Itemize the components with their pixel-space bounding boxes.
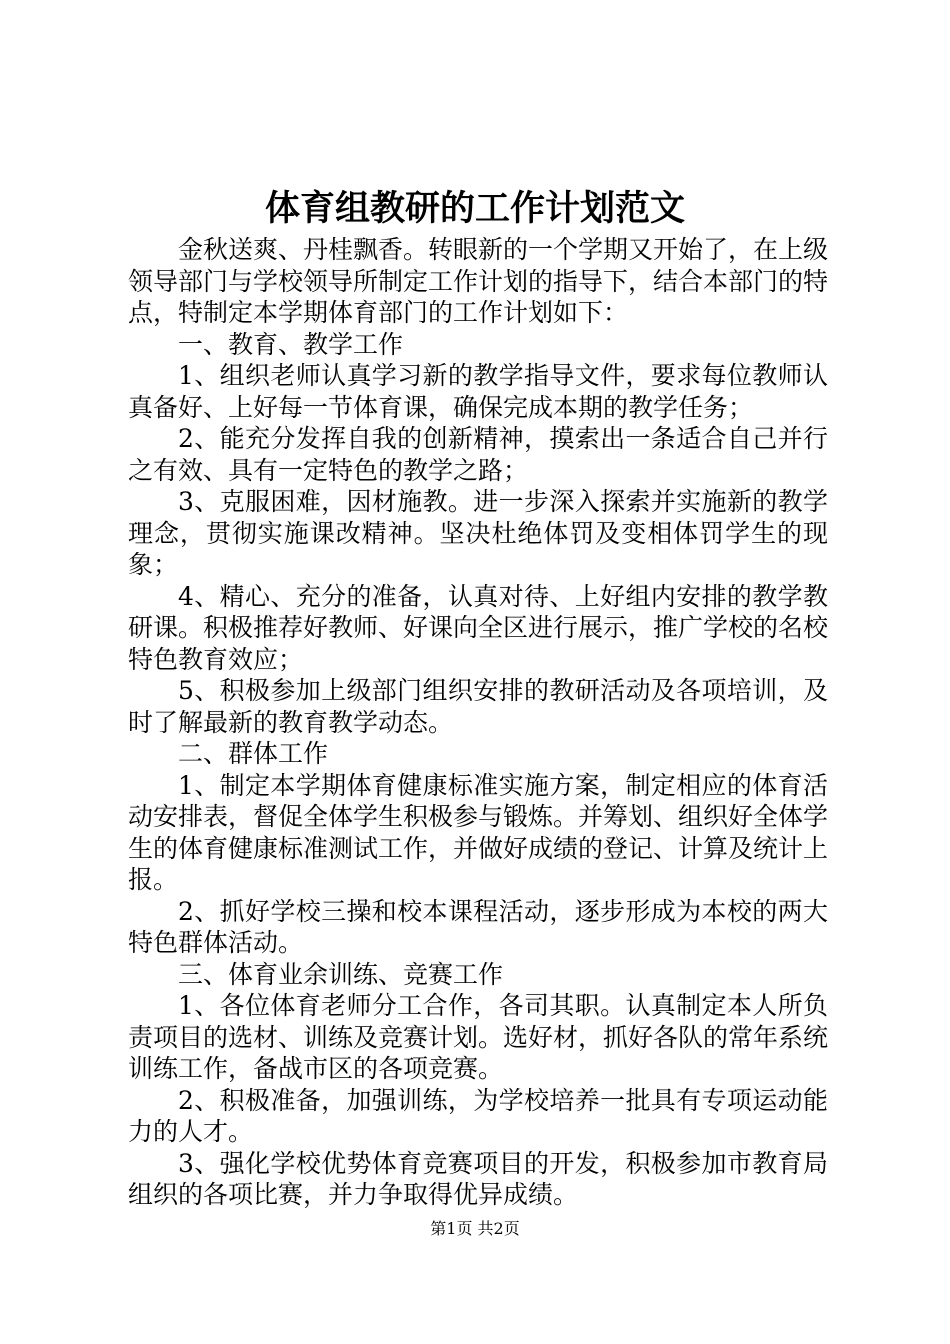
document-body	[128, 234, 828, 1211]
document-title: 体育组教研的工作计划范文	[264, 188, 685, 229]
paragraph: 5、积极参加上级部门组织安排的教研活动及各项培训，及时了解最新的教育教学动态。	[128, 676, 828, 737]
paragraph: 3、克服困难，因材施教。进一步深入探索并实施新的教学理念，贯彻实施课改精神。坚决杜绝体罚及变相体罚学生的现象；	[128, 487, 828, 579]
paragraph: 4、精心、充分的准备，认真对待、上好组内安排的教学教研课。积极推荐好教师、好课向全区进行展示，推广学校的名校特色教育效应；	[128, 581, 829, 674]
section-heading-2: 二、群体工作	[178, 739, 329, 768]
paragraph: 2、抓好学校三操和校本课程活动，逐步形成为本校的两大特色群体活动。	[128, 896, 828, 957]
paragraph-intro: 金秋送爽、丹桂飘香。转眼新的一个学期又开始了，在上级领导部门与学校领导所制定工作计划的指导下，结合本部门的特点，特制定本学期体育部门的工作计划如下：	[128, 235, 829, 327]
paragraph: 3、强化学校优势体育竞赛项目的开发，积极参加市教育局组织的各项比赛，并力争取得优异成绩。	[128, 1148, 828, 1209]
section-heading-3: 三、体育业余训练、竞赛工作	[178, 959, 504, 989]
paragraph: 2、积极准备，加强训练，为学校培养一批具有专项运动能力的人才。	[128, 1085, 828, 1146]
section-heading-1: 一、教育、教学工作	[178, 329, 404, 359]
paragraph: 1、制定本学期体育健康标准实施方案，制定相应的体育活动安排表，督促全体学生积极参与锻炼。并筹划、组织好全体学生的体育健康标准测试工作，并做好成绩的登记、计算及统计上报。	[128, 770, 829, 894]
page-footer: 第1页 共2页	[430, 1219, 520, 1238]
paragraph: 1、各位体育老师分工合作，各司其职。认真制定本人所负责项目的选材、训练及竞赛计划。选好材，抓好各队的常年系统训练工作，备战市区的各项竞赛。	[128, 991, 829, 1083]
paragraph: 2、能充分发挥自我的创新精神，摸索出一条适合自己并行之有效、具有一定特色的教学之路；	[128, 424, 828, 485]
paragraph: 1、组织老师认真学习新的教学指导文件，要求每位教师认真备好、上好每一节体育课，确保完成本期的教学任务；	[128, 361, 828, 422]
